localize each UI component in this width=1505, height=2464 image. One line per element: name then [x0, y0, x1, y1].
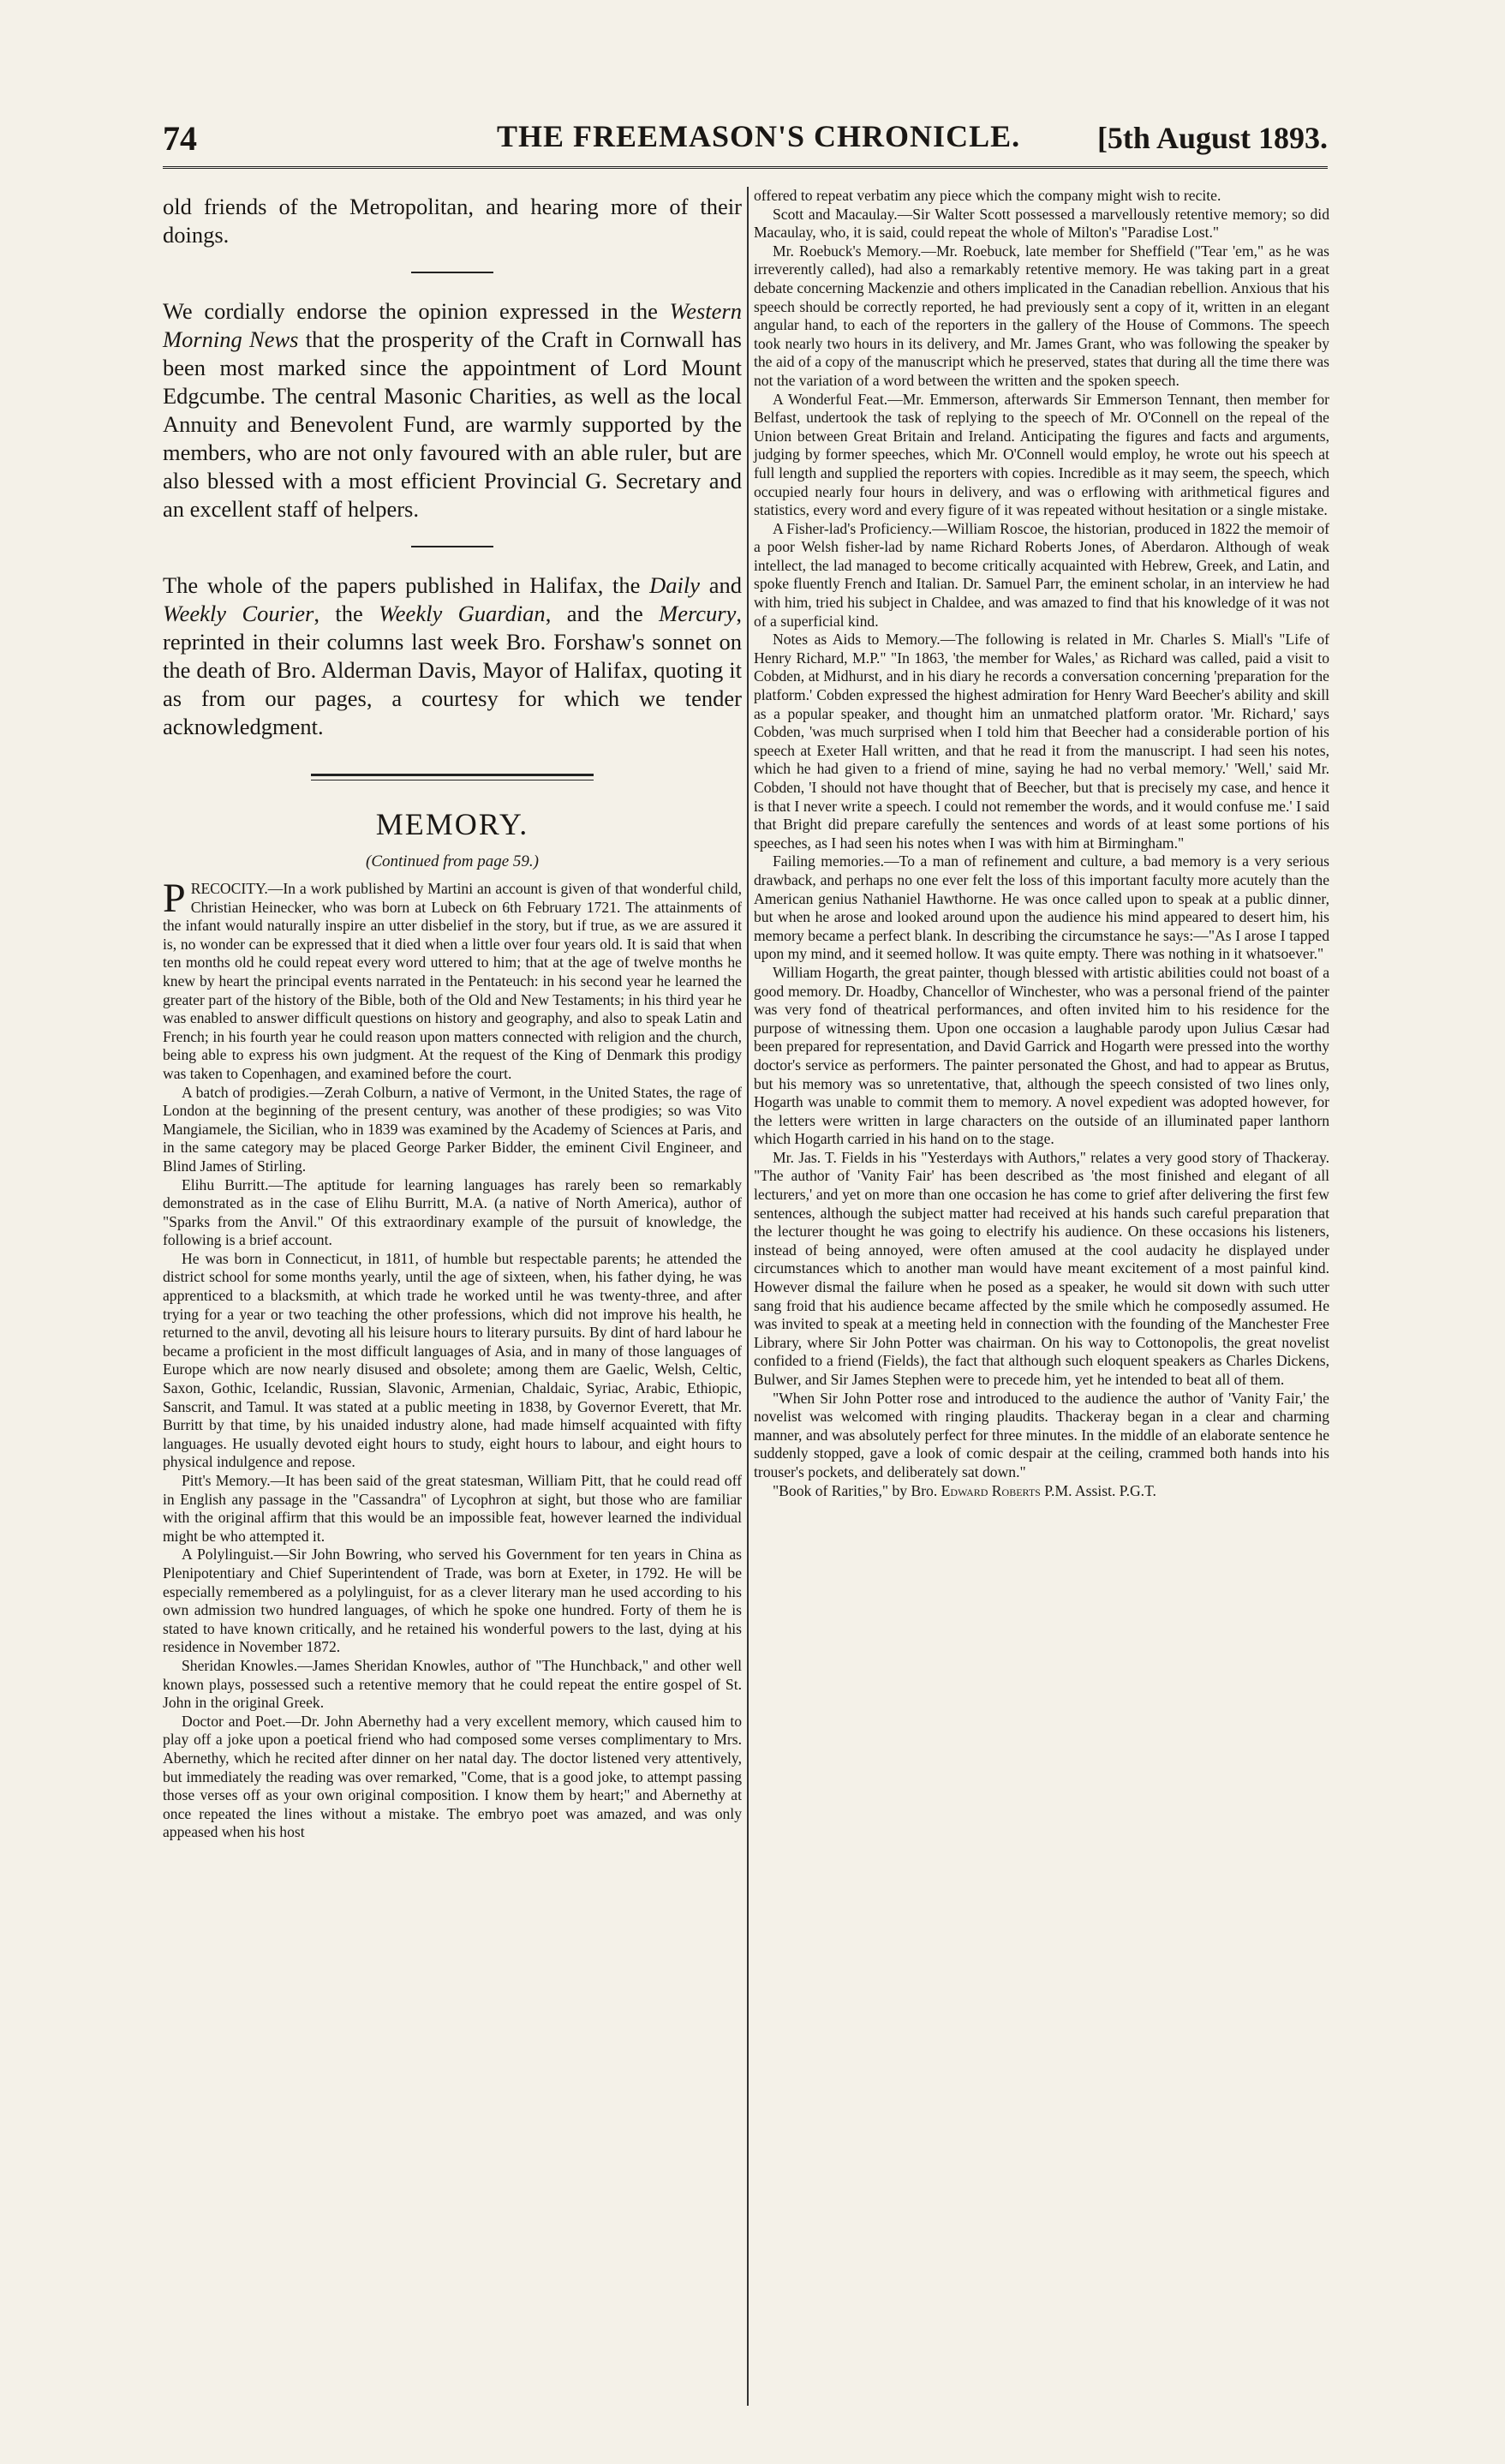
paragraph-roebuck: Mr. Roebuck's Memory.—Mr. Roebuck, late member for Sheffield ("Tear 'em," as he was irreverently called), had also a remarkably retentive memory. He was taking part in a great debate concerning Mackenzie and others implicated in the Canadian rebellion. Anxious that his speech should be correctly reported, he had previously sent a copy of it, written in an elegant angular hand, to each of the reporters in the gallery of the House of Commons. The speech took nearly two hours in its delivery, and Mr. James Grant, who was following the speaker by the aid of a copy of the manuscript which he preserved, states that during all the time there was not the variation of a word between the written and the spoken speech. — [754, 242, 1329, 389]
paragraph-emmerson: A Wonderful Feat.—Mr. Emmerson, afterwards Sir Emmerson Tennant, then member for Belfast, undertook the task of replying to the speech of Mr. O'Connell on the repeal of the Union between Great Britain and Ireland. Anticipating the figures and facts and arguments, judging by former speeches, which Mr. O'Connell would employ, he wrote out his speech at full length and supplied the reporters with copies. Incredible as it may seem, the speech, which occupied nearly four hours in delivery, and was o erflowing with arithmetical figures and statistics, every word and every figure of it was repeated without hesitation or a single mistake. — [754, 390, 1329, 519]
article-separator-rule — [311, 774, 594, 780]
left-column — [163, 193, 742, 1842]
paragraph-pitt: Pitt's Memory.—It has been said of the great statesman, William Pitt, that he could read off in English any passage in the "Cassandra" of Lycophron at sight, but those who are familiar with the original affirm that this would be an impossible feat, however learned the individual might be who attempted it. — [163, 1472, 742, 1545]
paragraph-hogarth: William Hogarth, the great painter, though blessed with artistic abilities could not boast of a good memory. Dr. Hoadby, Chancellor of Winchester, who was a personal friend of the painter was very fond of theatrical performances, and often invited him to his residence for the purpose of witnessing them. Upon one occasion a laughable parody upon Julius Cæsar had been prepared for representation, and David Garrick and Hogarth were pressed into the worthy doctor's service as performers. The painter personated the Ghost, and had to appear as Brutus, but his memory was so unretentative, that, although the speech consisted of two lines only, Hogarth was unable to commit them to memory. A novel expedient was adopted however, for the letters were written in large characters on the outside of an illuminated paper lanthorn which Hogarth carried in his hand on to the stage. — [754, 963, 1329, 1148]
paragraph-potter: "When Sir John Potter rose and introduced to the audience the author of 'Vanity Fair,' the novelist was welcomed with ringing plaudits. Thackeray began in a clear and charming manner, and was absolutely perfect for three minutes. In the middle of an elaborate sentence he suddenly stopped, gave a look of comic despair at the ceiling, crammed both hands into his trouser's pockets, and deliberately sat down." — [754, 1389, 1329, 1480]
paragraph-fields-thackeray: Mr. Jas. T. Fields in his "Yesterdays with Authors," relates a very good story of Thackeray. "The author of 'Vanity Fair' has been described as 'the most finished and elegant of all lecturers,' and yet on more than one occasion he has come to grief after delivering the first few sentences, although the subject matter had received at his hands such careful preparation that the lecturer thought he was going to electrify his audience. On these occasions his listeners, instead of being annoyed, were often amused at the cool audacity he displayed under circumstances which to another man would have meant excitement of a most painful kind. However dismal the failure when he posed as a speaker, he would sit down with such utter sang froid that his audience became affected by the smile which he composedly assumed. He was invited to speak at a meeting held in connection with the founding of the Manchester Free Library, where Sir John Potter was chairman. On his way to Cottonopolis, the great novelist confided to a friend (Fields), the fact that although such eloquent speakers as Charles Dickens, Bulwer, and Sir James Stephen were to precede him, yet he intended to beat all of them. — [754, 1148, 1329, 1388]
masthead-title: THE FREEMASON'S CHRONICLE. — [497, 119, 1021, 153]
paragraph-scott-macaulay: Scott and Macaulay.—Sir Walter Scott possessed a marvellously retentive memory; so did Macaulay, who, it is said, could repeat the whole of Milton's "Paradise Lost." — [754, 205, 1329, 242]
lead-paragraph-cornwall: We cordially endorse the opinion expressed in the Western Morning News that the prosperity of the Craft in Cornwall has been most marked since the appointment of Lord Mount Edgcumbe. The central Masonic Charities, as well as the local Annuity and Benevolent Fund, are warmly supported by the members, who are not only favoured with an able ruler, but are also blessed with a most efficient Provincial G. Secretary and an excellent staff of helpers. — [163, 298, 742, 522]
paragraph-knowles: Sheridan Knowles.—James Sheridan Knowles, author of "The Hunchback," and other well known plays, possessed such a retentive memory that he could repeat the entire gospel of St. John in the original Greek. — [163, 1656, 742, 1712]
short-separator — [411, 546, 493, 547]
author-name: Edward Roberts — [941, 1481, 1041, 1499]
paragraph-offered: offered to repeat verbatim any piece which the company might wish to recite. — [754, 187, 1221, 204]
paragraph-abernethy: Doctor and Poet.—Dr. John Abernethy had a very excellent memory, which caused him to play off a joke upon a poetical friend who had composed some verses complimentary to Mrs. Abernethy, which he recited after dinner on her natal day. The doctor listened very attentively, but immediately the reading was over remarked, "Come, that is a good joke, to attempt passing those verses off as your own original composition. I know them by heart;" and Abernethy at once repeated the lines without a mistake. The embryo poet was amazed, and was only appeased when his host — [163, 1712, 742, 1841]
page-header — [163, 118, 1328, 169]
paragraph-precocity: PRECOCITY.—In a work published by Martini an account is given of that wonderful child, Christian Heinecker, who was born at Lubeck on 6th February 1721. The attainments of the infant would naturally inspire an utter disbelief in the story, but if true, as we are assured it is, no wonder can be expressed that it died when a little over four years old. It is said that when ten months old he could repeat every word uttered to him; that at the age of twelve months he knew by heart the principal events narrated in the Pentateuch: in his second year he learned the greater part of the history of the Bible, both of the Old and New Testaments; in his third year he was enabled to answer difficult questions on history and geography, and also to speak Latin and French; in his fourth year he could reason upon matters connected with religion and the church, being able to express his own judgment. At the request of the King of Denmark this prodigy was taken to Copenhagen, and examined before the court. — [163, 876, 742, 1082]
article-title: MEMORY. — [375, 807, 529, 841]
issue-date: [5th August 1893. — [1096, 121, 1328, 155]
publication-name: Western Morning News — [163, 298, 742, 352]
paragraph-fisher-lad: A Fisher-lad's Proficiency.—William Roscoe, the historian, produced in 1822 the memoir of a poor Welsh fisher-lad by name Richard Roberts Jones, of Aberdaron. Although of weak intellect, the lad managed to become critically acquainted with Hebrew, Greek, and Latin, and spoke fluently French and Italian. Dr. Samuel Parr, the eminent scholar, in an interview he had with him, tried his subject in Chaldee, and was amazed to find that his knowledge of it was not of a superficial kind. — [754, 519, 1329, 630]
continued-note: (Continued from page 59.) — [366, 852, 539, 870]
paragraph-attribution: "Book of Rarities," by Bro. Edward Roberts P.M. Assist. P.G.T. — [773, 1481, 1156, 1499]
paragraph-polylinguist: A Polylinguist.—Sir John Bowring, who served his Government for ten years in China as Plenipotentiary and Chief Superintendent of Trade, was born at Exeter, in 1792. He will be especially remembered as a polylinguist, for as a clever literary man he used according to his own admission two hundred languages, of which he spoke one hundred. Forty of them he is stated to have known critically, and he retained his wonderful powers to the last, dying at his residence in November 1872. — [163, 1546, 742, 1656]
page-number: 74 — [163, 119, 197, 158]
right-column — [754, 187, 1329, 1500]
drop-cap: P — [163, 876, 186, 921]
paragraph-notes-memory: Notes as Aids to Memory.—The following is related in Mr. Charles S. Miall's "Life of Henry Richard, M.P." "In 1863, 'the member for Wales,' as Richard was called, paid a visit to Cobden, at Midhurst, and in his diary he records a conversation concerning 'preparation for the platform.' Cobden expressed the highest admiration for Henry Ward Beecher's ability and skill as a popular speaker, and thought him an unmatched platform orator. 'Mr. Richard,' says Cobden, 'was much surprised when I told him that Beecher had a considerable portion of his speech at Exeter Hall written, and that he read it from the manuscript. I had seen his notes, which he had given to a friend of mine, saying he had no verbal memory.' 'Well,' said Mr. Cobden, 'I should not have thought that of Beecher, but that is precisely my case, and hence it is that I never write a speech. I could not remember the words, and it would confuse me.' I said that Bright did prepare carefully the sentences and words of at least some portions of his speeches, as I had seen his notes when I was with him at Birmingham." — [754, 631, 1329, 852]
paragraph-failing-memories: Failing memories.—To a man of refinement and culture, a bad memory is a very serious drawback, and perhaps no one ever felt the loss of this important faculty more acutely than the American genius Nathaniel Hawthorne. He was once called upon to speak at a public dinner, but when he arose and looked around upon the audience his mind appeared to desert him, his memory became a perfect blank. In describing the circumstance he says:—"As I arose I tapped upon my mind, and it seemed hollow. It was quite empty. There was nothing in it whatsoever." — [754, 852, 1329, 963]
column-divider — [747, 187, 749, 2406]
lead-paragraph-metropolitan: old friends of the Metropolitan, and hearing more of their doings. — [163, 194, 742, 248]
paragraph-prodigies: A batch of prodigies.—Zerah Colburn, a native of Vermont, in the United States, the rage of London at the beginning of the present century, was another of these prodigies; so was Vito Mangiamele, the Sicilian, who in 1839 was examined by the Academy of Sciences at Paris, and in the same category may be placed George Parker Bidder, the eminent Civil Engineer, and Blind James of Stirling. — [163, 1083, 742, 1175]
short-separator — [411, 272, 493, 273]
paragraph-connecticut: He was born in Connecticut, in 1811, of humble but respectable parents; he attended the district school for some months yearly, until the age of sixteen, when, his father dying, he was apprenticed to a blacksmith, at which trade he worked until he was twenty-three, and after trying for a year or two teaching the other professions, which did not improve his health, he returned to the anvil, devoting all his leisure hours to literary pursuits. By dint of hard labour he became a proficient in the most difficult languages of Asia, and in many of those languages of Europe which are now nearly disused and obsolete; among them are Gaelic, Welsh, Celtic, Saxon, Gothic, Icelandic, Russian, Slavonic, Armenian, Chaldaic, Syriac, Arabic, Ethiopic, Sanscrit, and Tamul. It was stated at a public meeting in 1838, by Governor Everett, that Mr. Burritt by that time, by his unaided industry alone, had made himself acquainted with fifty languages. He usually devoted eight hours to study, eight hours to labour, and eight hours to physical indulgence and repose. — [163, 1249, 742, 1471]
paragraph-burritt: Elihu Burritt.—The aptitude for learning languages has rarely been so remarkably demonstrated as in the case of Elihu Burritt, M.A. (a native of North America), author of "Sparks from the Anvil." Of this extraordinary example of the pursuit of knowledge, the following is a brief account. — [163, 1175, 742, 1249]
lead-paragraph-halifax: The whole of the papers published in Halifax, the Daily and Weekly Courier, the Weekly Guardian, and the Mercury, reprinted in their columns last week Bro. Forshaw's sonnet on the death of Bro. Alderman Davis, Mayor of Halifax, quoting it as from our pages, a courtesy for which we tender acknowledgment. — [163, 572, 743, 739]
